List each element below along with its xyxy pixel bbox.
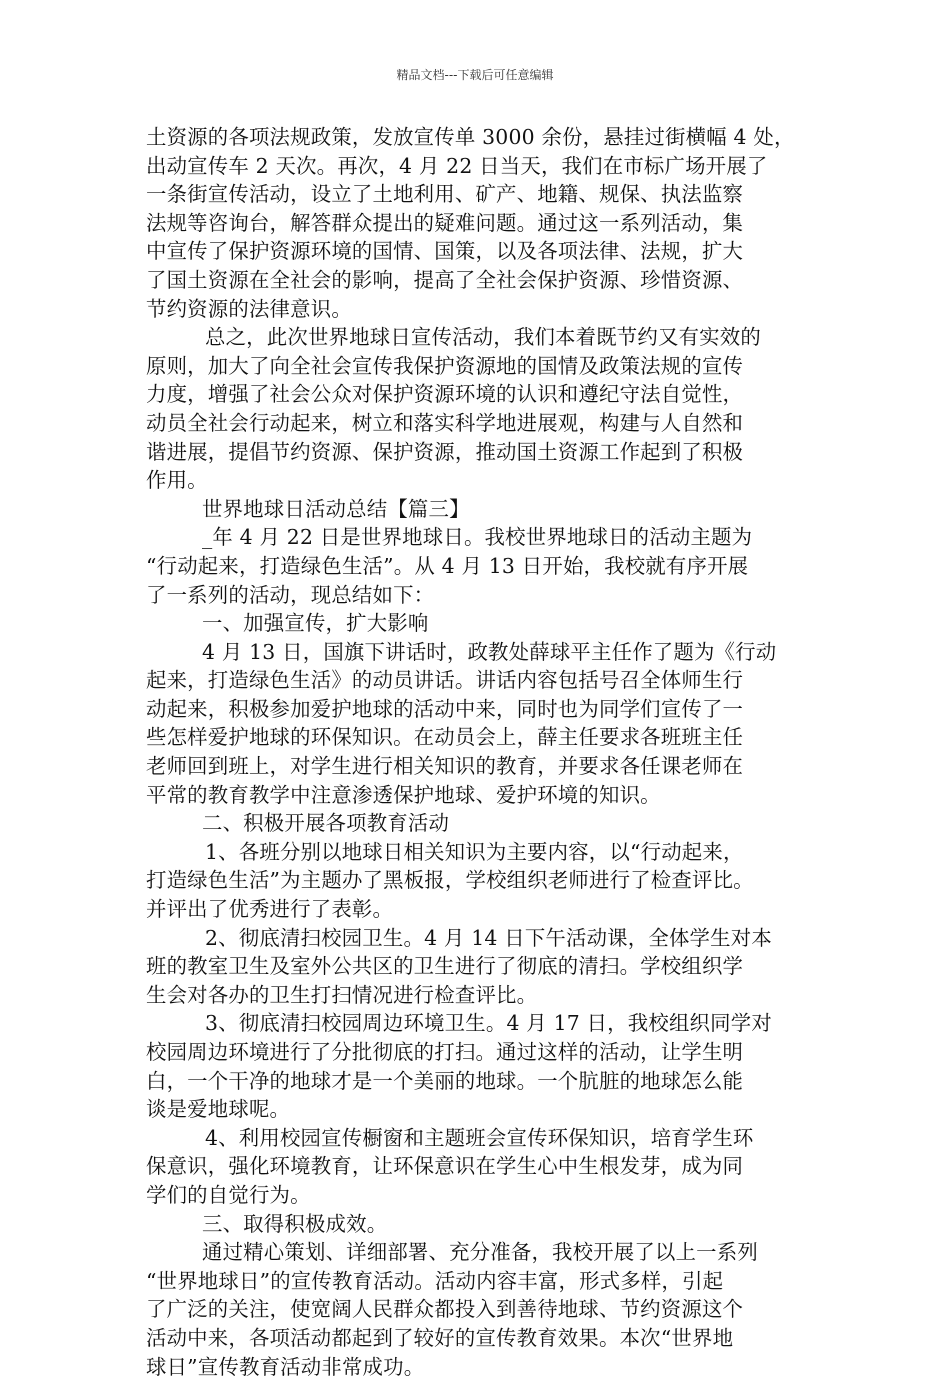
text-line: 校园周边环境进行了分批彻底的打扫。通过这样的活动，让学生明 [146,1040,744,1064]
text-line: 谈是爱地球呢。 [146,1097,291,1122]
text-line: 保意识，强化环境教育，让环保意识在学生心中生根发芽，成为同 [146,1154,744,1179]
text-line: 三、取得积极成效。 [202,1211,388,1236]
text-line: 中宣传了保护资源环境的国情、国策，以及各项法律、法规，扩大 [146,239,744,264]
text-line: 通过精心策划、详细部署、充分准备，我校开展了以上一系列 [202,1240,758,1265]
text-line: 了国土资源在全社会的影响，提高了全社会保护资源、珍惜资源、 [146,267,744,292]
text-line: 土资源的各项法规政策，发放宣传单 3000 余份，悬挂过街横幅 4 处， [146,125,795,149]
text-line: _年 4 月 22 日是世界地球日。我校世界地球日的活动主题为 [202,525,753,550]
text-line: 一条街宣传活动，设立了土地利用、矿产、地籍、规保、执法监察 [146,182,744,207]
text-line: 学们的自觉行为。 [146,1182,311,1207]
page-header-note: 精品文档---下载后可任意编辑 [396,68,554,82]
text-line: 动起来，积极参加爱护地球的活动中来，同时也为同学们宣传了一 [146,696,744,721]
text-line: 2、彻底清扫校园卫生。4 月 14 日下午活动课，全体学生对本 [205,925,772,950]
text-line: 动员全社会行动起来，树立和落实科学地进展观，构建与人自然和 [146,410,744,435]
text-line: 一、加强宣传，扩大影响 [202,611,429,636]
text-line: “世界地球日”的宣传教育活动。活动内容丰富，形式多样，引起 [146,1268,724,1293]
text-line: 节约资源的法律意识。 [146,296,352,321]
text-line: 活动中来，各项活动都起到了较好的宣传教育效果。本次“世界地 [146,1325,734,1350]
text-line: 谐进展，提倡节约资源、保护资源，推动国土资源工作起到了积极 [146,439,744,464]
text-line: 原则，加大了向全社会宣传我保护资源地的国情及政策法规的宣传 [146,353,744,378]
text-line: 法规等咨询台，解答群众提出的疑难问题。通过这一系列活动，集 [146,210,744,235]
text-line: 了一系列的活动，现总结如下： [146,582,435,607]
text-line: 平常的教育教学中注意渗透保护地球、爱护环境的知识。 [146,782,661,807]
text-line: 4、利用校园宣传橱窗和主题班会宣传环保知识，培育学生环 [205,1125,754,1150]
text-line: 1、各班分别以地球日相关知识为主要内容，以“行动起来， [205,839,744,864]
text-line: 了广泛的关注，使宽阔人民群众都投入到善待地球、节约资源这个 [146,1297,744,1322]
text-line: 出动宣传车 2 天次。再次，4 月 22 日当天，我们在市标广场开展了 [146,153,768,178]
text-line: 世界地球日活动总结【篇三】 [202,496,470,521]
document-body [146,123,836,1381]
text-line: 班的教室卫生及室外公共区的卫生进行了彻底的清扫。学校组织学 [146,954,744,979]
text-line: 些怎样爱护地球的环保知识。在动员会上，薛主任要求各班班主任 [146,725,744,750]
text-line: 力度，增强了社会公众对保护资源环境的认识和遵纪守法自觉性， [146,382,744,407]
text-line: 球日”宣传教育活动非常成功。 [146,1354,425,1379]
text-line: 起来，打造绿色生活》的动员讲话。讲话内容包括号召全体师生行 [146,668,744,693]
text-line: 4 月 13 日，国旗下讲话时，政教处薛球平主任作了题为《行动 [202,639,777,664]
text-line: “行动起来，打造绿色生活”。从 4 月 13 日开始，我校就有序开展 [146,553,749,578]
text-line: 老师回到班上，对学生进行相关知识的教育，并要求各任课老师在 [146,754,744,779]
text-line: 3、彻底清扫校园周边环境卫生。4 月 17 日，我校组织同学对 [205,1011,772,1036]
text-line: 并评出了优秀进行了表彰。 [146,897,394,922]
text-line: 白，一个干净的地球才是一个美丽的地球。一个肮脏的地球怎么能 [146,1068,744,1093]
text-line: 二、积极开展各项教育活动 [202,811,450,836]
text-line: 作用。 [146,468,208,493]
text-line: 总之，此次世界地球日宣传活动，我们本着既节约又有实效的 [205,325,761,350]
text-line: 打造绿色生活”为主题办了黑板报，学校组织老师进行了检查评比。 [146,868,754,893]
text-line: 生会对各办的卫生打扫情况进行检查评比。 [146,982,538,1007]
